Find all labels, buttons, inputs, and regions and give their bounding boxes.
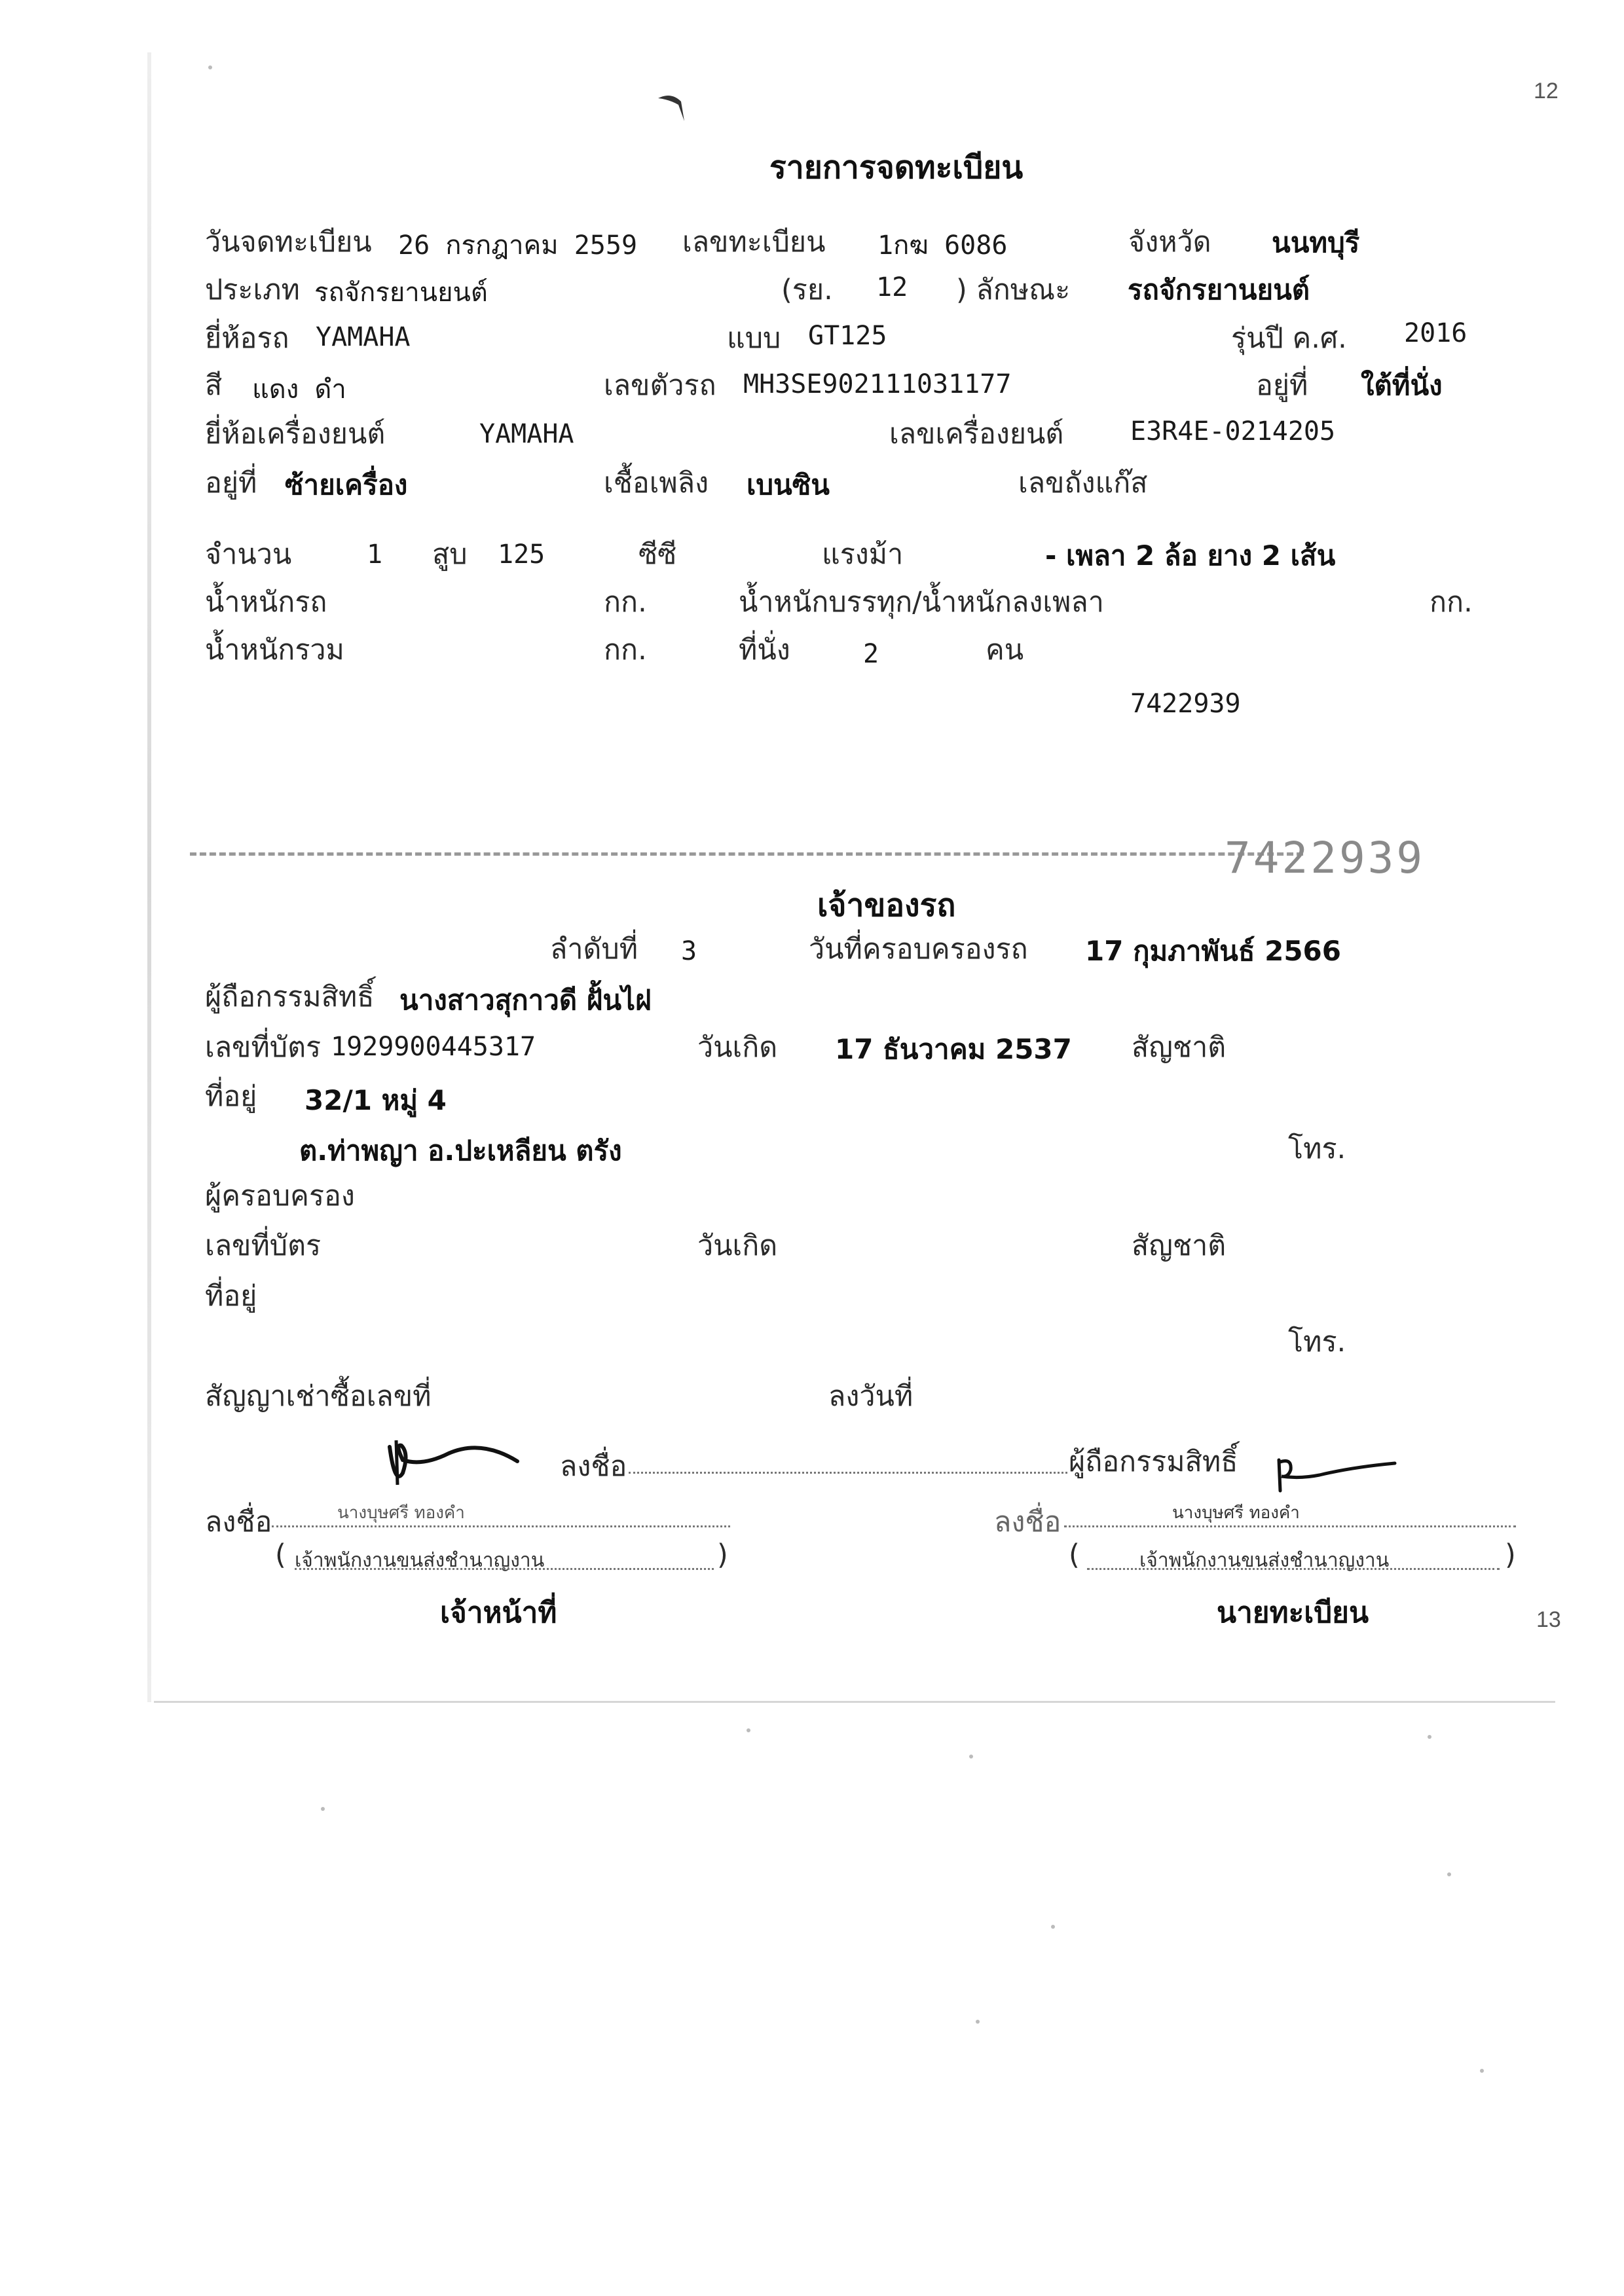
possessor-id-label: เลขที่บัตร: [205, 1230, 322, 1262]
registrar-role: นายทะเบียน: [1217, 1596, 1369, 1630]
scan-speck: [208, 65, 212, 69]
load-weight-label: น้ำหนักบรรทุก/น้ำหนักลงเพลา: [739, 586, 1104, 619]
chassis-value: MH3SE902111031177: [743, 369, 1012, 399]
ry-prefix: (รย.: [781, 274, 833, 306]
scan-speck: [1051, 1925, 1055, 1929]
chassis-location-label: อยู่ที่: [1256, 369, 1308, 402]
officer-sign-label: ลงชื่อ: [205, 1506, 272, 1539]
registrar-name: นางบุษศรี ทองคำ: [1172, 1503, 1300, 1523]
total-weight-unit: กก.: [604, 634, 647, 666]
sequence-value: 3: [681, 936, 697, 966]
holder-label: ผู้ถือกรรมสิทธิ์: [205, 981, 375, 1013]
horsepower-label: แรงม้า: [822, 538, 904, 571]
engine-brand-value: YAMAHA: [479, 419, 574, 449]
brand-value: YAMAHA: [316, 322, 411, 352]
weight-unit: กก.: [604, 586, 647, 619]
fuel-value: เบนซิน: [747, 469, 830, 501]
chassis-location-value: ใต้ที่นั่ง: [1361, 369, 1443, 401]
vehicle-type-value: รถจักรยานยนต์: [314, 278, 488, 308]
punch-mark: [655, 85, 694, 124]
possession-date-value: 17 กุมภาพันธ์ 2566: [1085, 935, 1342, 967]
cylinder-label: สูบ: [432, 538, 468, 571]
scan-speck: [1480, 2069, 1484, 2073]
count-label: จำนวน: [205, 538, 292, 571]
scan-speck: [747, 1728, 750, 1732]
officer-role: เจ้าหน้าที่: [440, 1596, 557, 1630]
color-value: แดง ดำ: [252, 374, 346, 405]
reg-date-value: 26 กรกฎาคม 2559: [398, 230, 638, 261]
holder-sign-label: ลงชื่อ: [560, 1450, 627, 1483]
reference-code: 7422939: [1130, 689, 1241, 719]
count-value: 1: [367, 539, 383, 570]
engine-location-label: อยู่ที่: [205, 467, 257, 500]
model-label: แบบ: [727, 322, 781, 355]
officer-position-line: [295, 1568, 714, 1570]
model-value: GT125: [808, 321, 887, 351]
possession-date-label: วันที่ครอบครองรถ: [809, 933, 1028, 966]
holder-dob-label: วันเกิด: [697, 1031, 778, 1064]
gas-tank-label: เลขถังแก๊ส: [1018, 467, 1148, 500]
axle-value: - เพลา 2 ล้อ ยาง 2 เส้น: [1045, 539, 1336, 572]
vehicle-type-label: ประเภท: [205, 274, 300, 306]
possessor-phone-label: โทร.: [1288, 1326, 1346, 1358]
lease-contract-label: สัญญาเช่าซื้อเลขที่: [205, 1380, 432, 1413]
registrar-paren-open: (: [1069, 1539, 1080, 1571]
province-value: นนทบุรี: [1272, 227, 1360, 259]
scan-speck: [1447, 1872, 1451, 1876]
registrar-paren-close: ): [1505, 1539, 1516, 1571]
section-divider: [190, 852, 1303, 856]
page-left-edge-shadow: [147, 52, 151, 1702]
province-label: จังหวัด: [1128, 226, 1211, 259]
possessor-nationality-label: สัญชาติ: [1132, 1230, 1227, 1262]
cylinder-value: 125: [498, 539, 545, 570]
document-title: รายการจดทะเบียน: [769, 149, 1024, 186]
holder-nationality-label: สัญชาติ: [1132, 1031, 1227, 1064]
engine-location-value: ซ้ายเครื่อง: [285, 469, 408, 501]
holder-name: นางสาวสุกาวดี ฝั้นไฝ: [399, 984, 652, 1016]
character-value: รถจักรยานยนต์: [1128, 274, 1310, 306]
weight-label: น้ำหนักรถ: [205, 586, 327, 619]
holder-dob-value: 17 ธันวาคม 2537: [835, 1033, 1072, 1065]
registrar-sign-label: ลงชื่อ: [994, 1506, 1061, 1539]
officer-name: นางบุษศรี ทองคำ: [337, 1503, 465, 1523]
character-label: ) ลักษณะ: [956, 274, 1071, 306]
persons-label: คน: [986, 634, 1024, 666]
contract-date-label: ลงวันที่: [828, 1380, 913, 1413]
possessor-label: ผู้ครอบครอง: [205, 1180, 355, 1212]
ry-number: 12: [876, 272, 908, 302]
seats-label: ที่นั่ง: [739, 634, 790, 666]
brand-label: ยี่ห้อรถ: [205, 322, 289, 355]
officer-paren-close: ): [717, 1539, 728, 1571]
holder-phone-label: โทร.: [1288, 1133, 1346, 1165]
holder-id-label: เลขที่บัตร: [205, 1031, 322, 1064]
model-year-value: 2016: [1404, 318, 1467, 348]
holder-address-label: ที่อยู่: [205, 1080, 257, 1113]
seats-value: 2: [863, 639, 879, 669]
holder-address-line2: ต.ท่าพญา อ.ปะเหลียน ตรัง: [299, 1135, 622, 1167]
registrar-position: เจ้าพนักงานขนส่งชำนาญงาน: [1139, 1549, 1390, 1572]
page-number-bottom: 13: [1536, 1607, 1561, 1632]
plate-value: 1กฆ 6086: [877, 230, 1008, 261]
holder-role-label: ผู้ถือกรรมสิทธิ์: [1069, 1446, 1238, 1478]
cc-label: ซีซี: [638, 538, 677, 571]
color-label: สี: [205, 369, 223, 402]
holder-address-line1: 32/1 หมู่ 4: [304, 1084, 447, 1116]
page-number-top: 12: [1534, 79, 1559, 103]
plate-label: เลขทะเบียน: [682, 226, 826, 259]
page-bottom-edge-shadow: [154, 1701, 1555, 1703]
engine-number-value: E3R4E-0214205: [1130, 416, 1336, 446]
owner-section-title: เจ้าของรถ: [817, 887, 956, 924]
officer-position: เจ้าพนักงานขนส่งชำนาญงาน: [295, 1549, 545, 1572]
total-weight-label: น้ำหนักรวม: [205, 634, 344, 666]
possessor-dob-label: วันเกิด: [697, 1230, 778, 1262]
possessor-address-label: ที่อยู่: [205, 1280, 257, 1313]
load-weight-unit: กก.: [1430, 586, 1473, 619]
scan-speck: [1428, 1735, 1431, 1739]
scan-speck: [976, 2020, 980, 2024]
holder-sign-line: [629, 1472, 1067, 1474]
engine-number-label: เลขเครื่องยนต์: [889, 418, 1064, 450]
fuel-label: เชื้อเพลิง: [604, 467, 709, 500]
scan-speck: [969, 1755, 973, 1758]
holder-signature: [383, 1434, 527, 1493]
engine-brand-label: ยี่ห้อเครื่องยนต์: [205, 418, 386, 450]
reg-date-label: วันจดทะเบียน: [205, 226, 372, 259]
registrar-position-line: [1087, 1568, 1500, 1570]
registrar-signature: [1274, 1450, 1405, 1496]
holder-id-value: 1929900445317: [331, 1032, 536, 1062]
sequence-label: ลำดับที่: [550, 933, 638, 966]
stamped-code: 7422939: [1225, 833, 1426, 883]
officer-paren-open: (: [275, 1539, 286, 1571]
chassis-label: เลขตัวรถ: [604, 369, 716, 402]
model-year-label: รุ่นปี ค.ศ.: [1231, 322, 1347, 355]
scan-speck: [321, 1807, 325, 1811]
